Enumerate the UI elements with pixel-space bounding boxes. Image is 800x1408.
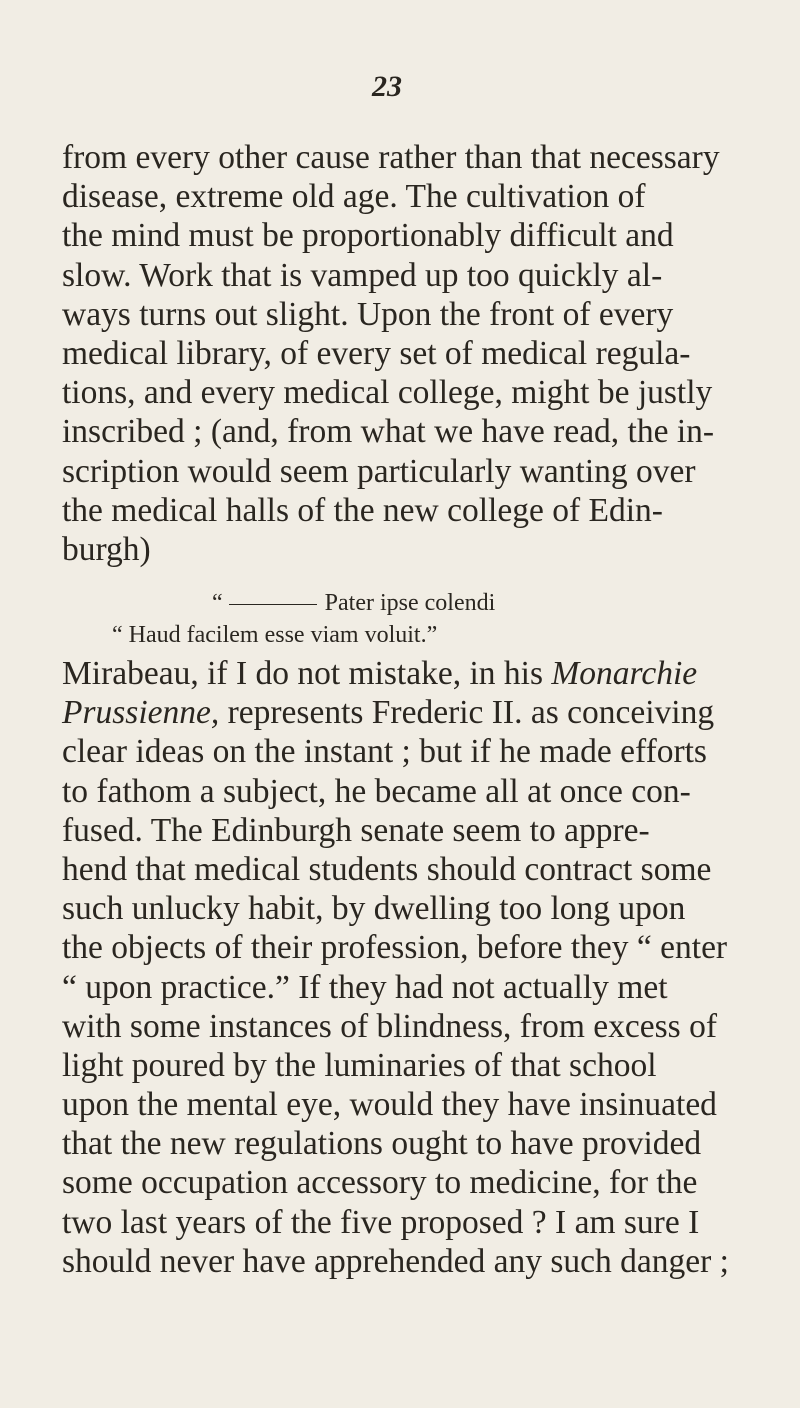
text-run: represents Frederic II. as conceiving [219, 694, 715, 732]
quote-line-2: “ Haud facilem esse viam voluit.” [112, 622, 438, 648]
quote-open-mark: “ [212, 590, 223, 616]
text-line: ways turns out slight. Upon the front of every [62, 295, 674, 333]
quote-dash [229, 604, 317, 605]
text-line [62, 693, 732, 732]
text-line: light poured by the luminaries of that school [62, 1046, 657, 1084]
text-line: tions, and every medical college, might be justly [62, 374, 713, 412]
italic-title: Monarchie [551, 655, 698, 692]
text-line: the objects of their profession, before they “ enter [62, 929, 728, 967]
italic-title: Prussienne, [62, 694, 220, 732]
text-line: burgh) [62, 530, 151, 568]
text-line [62, 654, 732, 693]
text-run: Mirabeau, if I do not mistake, in his [62, 655, 552, 692]
text-line: hend that medical students should contract some [62, 850, 712, 888]
text-line: slow. Work that is vamped up too quickly al- [62, 256, 663, 294]
text-line: from every other cause rather than that necessary [62, 139, 720, 176]
text-line: inscribed ; (and, from what we have read, the in- [62, 413, 715, 451]
text-line: the medical halls of the new college of Edin- [62, 491, 663, 529]
quote-line-1 [212, 590, 495, 617]
text-line: “ upon practice.” If they had not actually met [62, 968, 668, 1006]
text-line: upon the mental eye, would they have insinuated [62, 1086, 717, 1124]
quote-text-1: Pater ipse colendi [324, 590, 496, 616]
text-line: that the new regulations ought to have provided [62, 1125, 702, 1163]
text-line: disease, extreme old age. The cultivation of [62, 178, 646, 216]
text-line: should never have apprehended any such danger ; [62, 1242, 729, 1280]
text-line: the mind must be proportionably difficult and [62, 217, 674, 255]
text-line: medical library, of every set of medical regula- [62, 334, 691, 372]
text-line: some occupation accessory to medicine, for the [62, 1164, 698, 1202]
text-line: two last years of the five proposed ? I am sure I [62, 1203, 700, 1241]
text-line: such unlucky habit, by dwelling too long upon [62, 890, 686, 928]
text-line: fused. The Edinburgh senate seem to appre- [62, 811, 650, 849]
text-line: scription would seem particularly wanting over [62, 452, 696, 490]
text-line: with some instances of blindness, from excess of [62, 1007, 717, 1045]
page-number: 23 [372, 70, 402, 103]
paragraph-2 [62, 654, 732, 1281]
text-line: to fathom a subject, he became all at once con- [62, 772, 691, 810]
paragraph-1 [62, 138, 732, 569]
text-line: clear ideas on the instant ; but if he made efforts [62, 733, 707, 771]
